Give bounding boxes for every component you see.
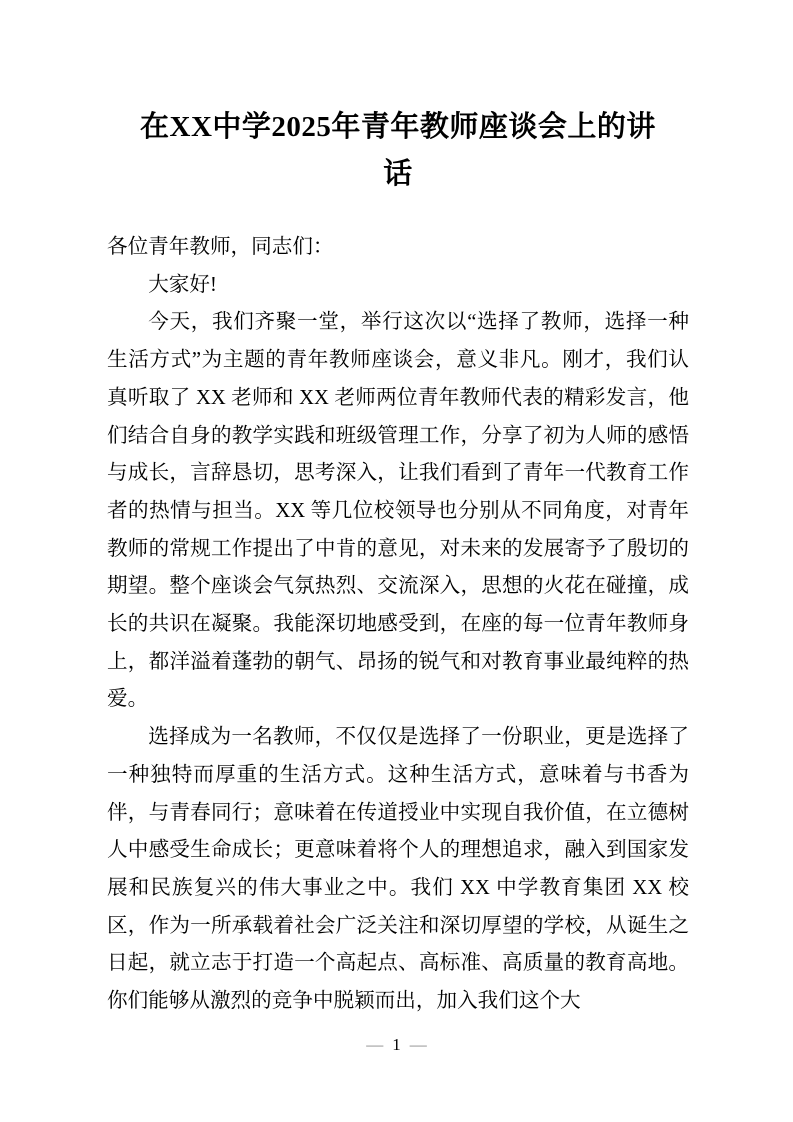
- footer-dash-right: —: [409, 1035, 427, 1054]
- page-number: 1: [392, 1035, 401, 1054]
- title-line-2: 话: [383, 158, 413, 190]
- greeting-paragraph: 大家好!: [148, 273, 217, 296]
- body-paragraph: 今天，我们齐聚一堂，举行这次以“选择了教师，选择一种生活方式”为主题的青年教师座谈会，意义非凡。刚才，我们认真听取了 XX 老师和 XX 老师两位青年教师代表的精彩发言，他们结合自身的教学实践和班级管理工作，分享了初为人师的感悟与成长，言辞恳切，思考深入，让我们看到了青年一代教育工作者的热情与担当。XX 等几位校领导也分别从不同角度，对青年教师的常规工作提出了中肯的意见，对未来的发展寄予了殷切的期望。整个座谈会气氛热烈、交流深入，思想的火花在碰撞，成长的共识在凝聚。我能深切地感受到，在座的每一位青年教师身上，都洋溢着蓬勃的朝气、昂扬的锐气和对教育事业最纯粹的热爱。: [107, 311, 689, 711]
- page-footer: [0, 1034, 793, 1056]
- body-paragraph: 选择成为一名教师，不仅仅是选择了一份职业，更是选择了一种独特而厚重的生活方式。这种生活方式，意味着与书香为伴，与青春同行；意味着在传道授业中实现自我价值，在立德树人中感受生命成长；更意味着将个人的理想追求，融入到国家发展和民族复兴的伟大事业之中。我们 XX 中学教育集团 XX 校区，作为一所承载着社会广泛关注和深切厚望的学校，从诞生之日起，就立志于打造一个高起点、高标准、高质量的教育高地。你们能够从激烈的竞争中脱颖而出，加入我们这个大: [107, 726, 689, 1013]
- document-content: [107, 0, 689, 1021]
- document-title: [107, 104, 689, 198]
- footer-dash-left: —: [366, 1035, 384, 1054]
- document-body: [107, 229, 689, 1021]
- title-line-1: 在XX中学2025年青年教师座谈会上的讲: [140, 111, 656, 143]
- salutation-paragraph: 各位青年教师，同志们：: [107, 236, 334, 258]
